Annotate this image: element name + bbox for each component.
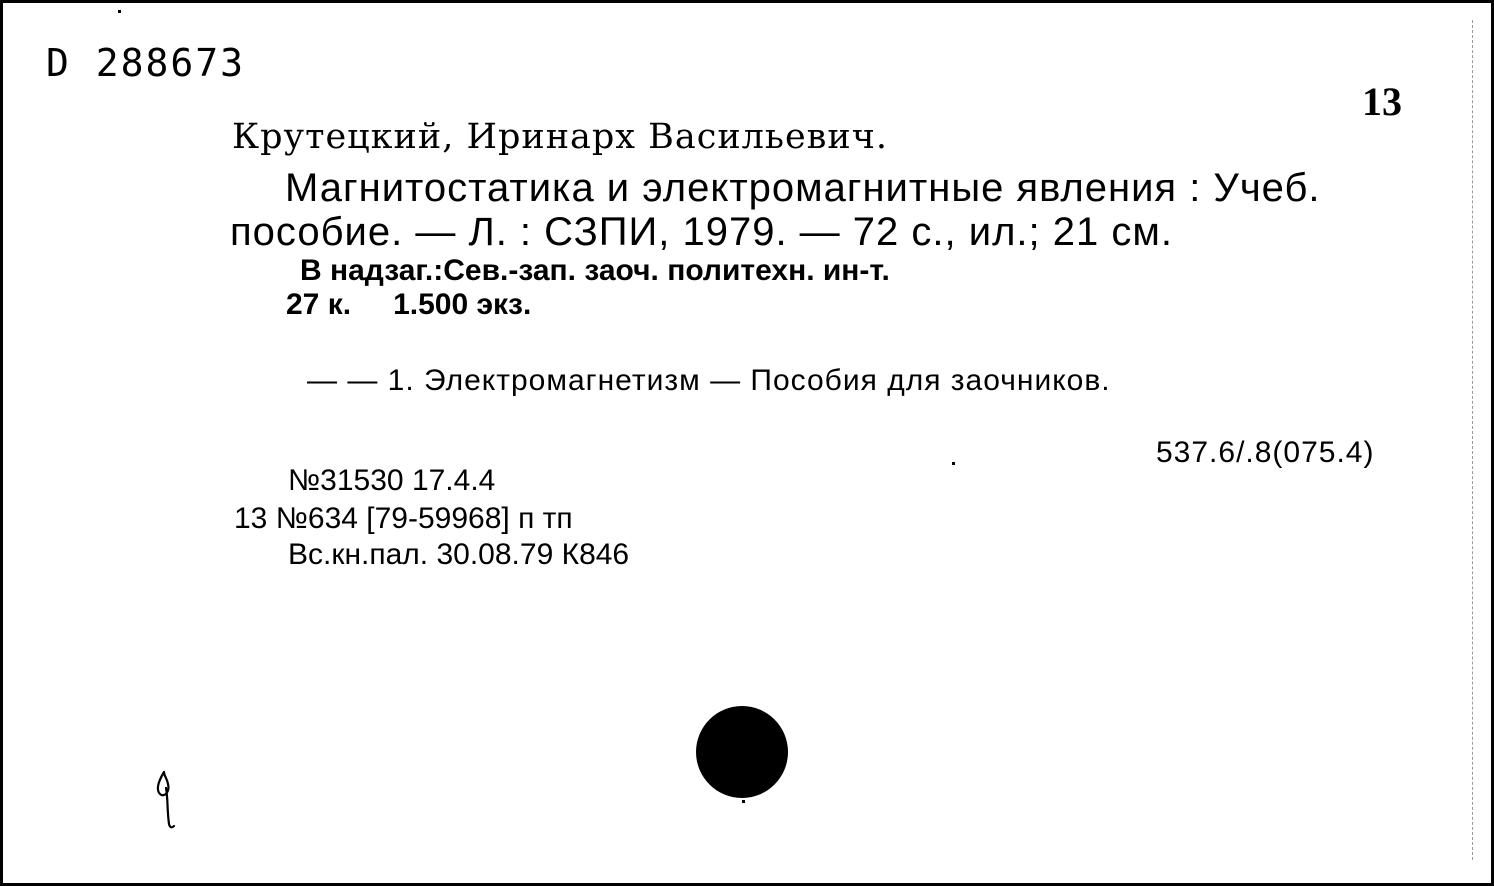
author-heading: Крутецкий, Иринарх Васильевич.	[232, 117, 888, 157]
imprint-line: пособие. — Л. : СЗПИ, 1979. — 72 с., ил.; 21 см.	[230, 210, 1173, 254]
series-note: В надзаг.:Сев.-зап. заоч. политехн. ин-т.	[300, 254, 890, 287]
handwritten-mark-icon	[150, 768, 190, 832]
title-line: Магнитостатика и электромагнитные явления : Учеб.	[285, 166, 1321, 210]
card-edge-guide	[1472, 20, 1473, 860]
card-code: D 288673	[46, 41, 246, 85]
shelf-number: 13	[1362, 79, 1402, 124]
registration-line-1: №31530 17.4.4	[288, 464, 496, 497]
price-copies-line	[286, 290, 531, 320]
subject-heading: — — 1. Электромагнетизм — Пособия для заочников.	[307, 364, 1111, 397]
speck-dot	[952, 462, 955, 465]
speck-dot	[742, 800, 745, 803]
registration-line-2: 13 №634 [79-59968] п тп	[234, 502, 573, 535]
registration-line-3: Вс.кн.пал. 30.08.79 К846	[288, 538, 630, 571]
punch-hole	[696, 706, 788, 798]
udc-classification: 537.6/.8(075.4)	[1156, 436, 1375, 469]
price: 27 к.	[286, 288, 352, 321]
speck-dot	[118, 10, 121, 13]
copies: 1.500 экз.	[393, 288, 532, 321]
